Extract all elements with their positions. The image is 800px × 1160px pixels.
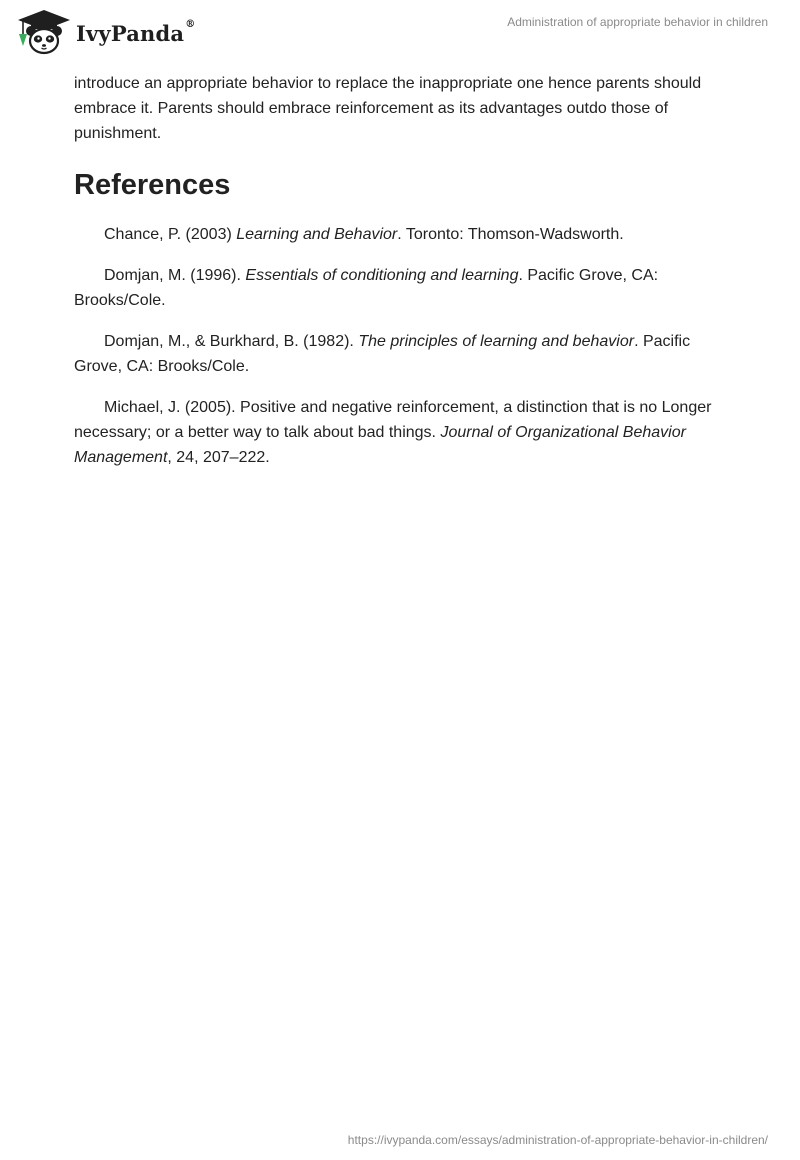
reference-item: Chance, P. (2003) Learning and Behavior. Toronto: Thomson-Wadsworth. [104, 226, 624, 243]
reference-item: Michael, J. (2005). Positive and negative reinforcement, a distinction that is no Longer necessary; or a better way to talk about bad things. Journal of Organizational Behavior Management, 24, 207–222. [74, 399, 712, 466]
document-title: Administration of appropriate behavior in children [507, 15, 768, 29]
references-heading: References [74, 169, 231, 201]
logo-text: IvyPanda® [76, 18, 196, 46]
reference-item: Domjan, M., & Burkhard, B. (1982). The principles of learning and behavior. Pacific Grove, CA: Brooks/Cole. [74, 333, 691, 375]
source-url[interactable]: https://ivypanda.com/essays/administration-of-appropriate-behavior-in-children/ [347, 1133, 768, 1147]
reference-title: Essentials of conditioning and learning [245, 267, 519, 284]
panda-graduate-icon [14, 8, 74, 56]
reference-item: Domjan, M. (1996). Essentials of conditioning and learning. Pacific Grove, CA: Brooks/Cole. [74, 267, 659, 309]
registered-mark: ® [185, 18, 196, 30]
reference-title: Journal of Organizational Behavior Management [74, 424, 686, 466]
reference-title: The principles of learning and behavior [358, 333, 635, 350]
document-body [74, 71, 724, 470]
reference-title: Learning and Behavior [236, 226, 398, 243]
ivypanda-logo[interactable] [14, 8, 195, 56]
closing-paragraph: introduce an appropriate behavior to replace the inappropriate one hence parents should embrace it. Parents should embrace reinforcement as its advantages outdo those of punishment. [74, 75, 702, 142]
page-header [0, 0, 800, 70]
